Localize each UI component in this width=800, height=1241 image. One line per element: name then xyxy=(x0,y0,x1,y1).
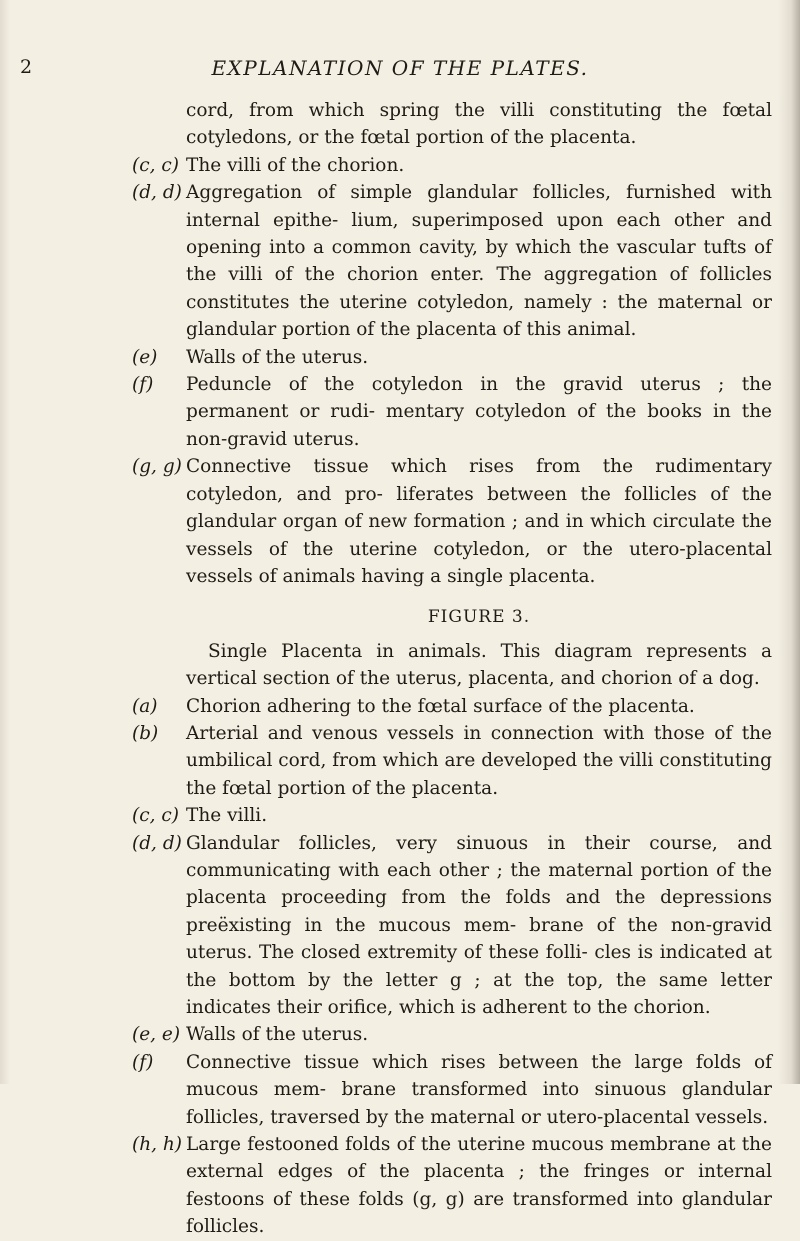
legend-entry xyxy=(132,179,772,343)
figure-3-entries xyxy=(132,693,772,1241)
legend-label: (c, c) xyxy=(132,154,179,176)
figure-2-entries xyxy=(132,152,772,591)
page-number: 2 xyxy=(20,56,33,78)
legend-text: The villi. xyxy=(186,805,268,827)
legend-label: (d, d) xyxy=(132,832,182,854)
legend-entry xyxy=(132,1021,772,1048)
legend-label: (f) xyxy=(132,374,154,396)
running-title: EXPLANATION OF THE PLATES. xyxy=(211,56,589,80)
legend-text: Connective tissue which rises from the rudimentary cotyledon, and pro- liferates between the follicles of the glandular organ of new formation ; and in which circulate the vessels of the uterine cotyledon, or the utero-placental vessels of animals having a single placenta. xyxy=(186,456,772,587)
figure-3-heading: FIGURE 3. xyxy=(427,607,531,628)
figure-3-intro: Single Placenta in animals. This diagram represents a vertical section of the uterus, placenta, and chorion of a dog. xyxy=(186,640,772,690)
legend-label: (a) xyxy=(132,695,158,717)
legend-entry xyxy=(132,802,772,829)
legend-label: (d, d) xyxy=(132,182,182,204)
continued-paragraph: cord, from which spring the villi constituting the fœtal cotyledons, or the fœtal portion of the placenta. xyxy=(186,100,772,149)
gutter-shadow xyxy=(0,0,10,1084)
legend-entry xyxy=(132,720,772,802)
legend-label: (b) xyxy=(132,722,159,744)
legend-label: (f) xyxy=(132,1051,154,1073)
legend-text: Walls of the uterus. xyxy=(186,1024,369,1046)
legend-text: Chorion adhering to the fœtal surface of the placenta. xyxy=(186,695,695,717)
legend-text: Connective tissue which rises between the large folds of mucous mem- brane transformed into sinuous glandular follicles, traversed by the maternal or utero-placental vessels. xyxy=(186,1051,772,1128)
legend-text: Glandular follicles, very sinuous in their course, and communicating with each other ; the maternal portion of the placenta proceeding from the folds and the depressions preëxisting in the mucous mem- brane of the non-gravid uterus. The closed extremity of these folli- cles is indicated at the bottom by the letter g ; at the top, the same letter indicates their orifice, which is adherent to the chorion. xyxy=(186,832,772,1018)
legend-entry xyxy=(132,693,772,720)
legend-entry xyxy=(132,344,772,371)
legend-text: Large festooned folds of the uterine mucous membrane at the external edges of the placenta ; the fringes or internal festoons of these folds (g, g) are transformed into glandular follicles. xyxy=(186,1134,772,1238)
legend-entry xyxy=(132,1049,772,1131)
legend-label: (c, c) xyxy=(132,805,179,827)
legend-text: The villi of the chorion. xyxy=(186,154,405,176)
page-body xyxy=(132,97,772,1241)
page-edge-shadow xyxy=(778,0,800,1084)
page-header xyxy=(0,56,800,84)
legend-entry xyxy=(132,1131,772,1241)
legend-entry xyxy=(132,152,772,179)
legend-text: Peduncle of the cotyledon in the gravid uterus ; the permanent or rudi- mentary cotyledon of the books in the non-gravid uterus. xyxy=(186,374,772,450)
legend-text: Walls of the uterus. xyxy=(186,346,369,368)
legend-label: (e) xyxy=(132,346,158,368)
legend-label: (g, g) xyxy=(132,456,182,478)
legend-entry xyxy=(132,371,772,453)
legend-text: Aggregation of simple glandular follicles, furnished with internal epithe- lium, superimposed upon each other and opening into a common cavity, by which the vascular tufts of the villi of the chorion enter. The aggregation of follicles constitutes the uterine cotyledon, namely : the maternal or glandular portion of the placenta of this animal. xyxy=(186,182,772,341)
legend-entry xyxy=(132,453,772,590)
legend-label: (h, h) xyxy=(132,1134,183,1156)
legend-text: Arterial and venous vessels in connection with those of the umbilical cord, from which are developed the villi constituting the fœtal portion of the placenta. xyxy=(186,722,772,799)
legend-label: (e, e) xyxy=(132,1024,181,1046)
legend-entry xyxy=(132,830,772,1022)
